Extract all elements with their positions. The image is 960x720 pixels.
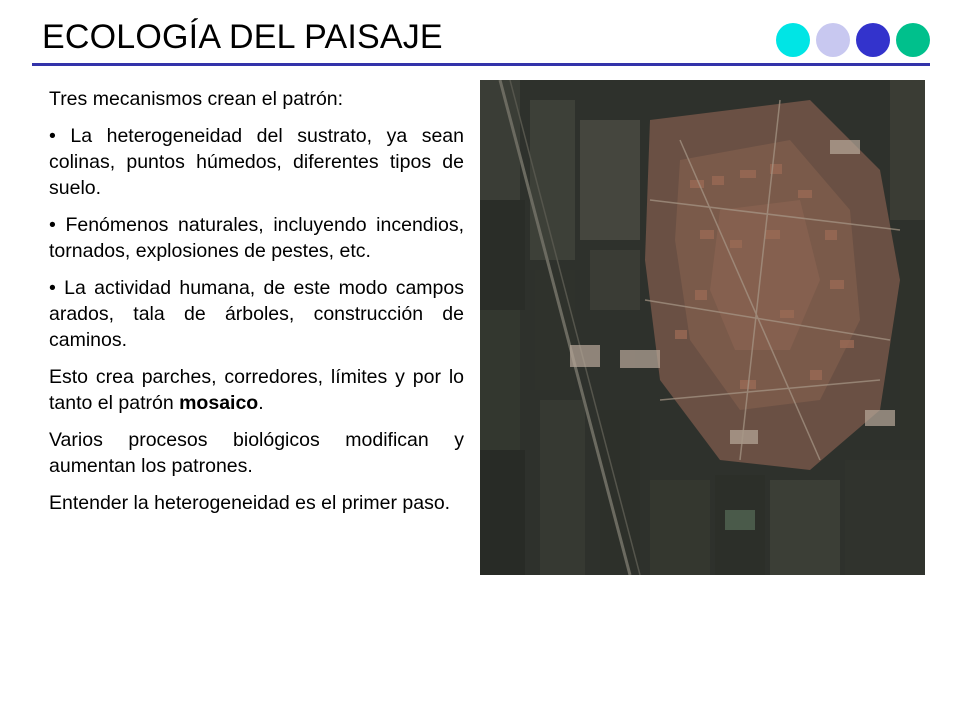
bullet-substrate: • La heterogeneidad del sustrato, ya sean colinas, puntos húmedos, diferentes tipos de suelo. [49,125,464,199]
aerial-photo-graphic [480,80,925,575]
paragraph-understanding: Entender la heterogeneidad es el primer paso. [49,492,451,514]
bullet-natural-phenomena: • Fenómenos naturales, incluyendo incendios, tornados, explosiones de pestes, etc. [49,214,464,262]
bullet-human-activity: • La actividad humana, de este modo campos arados, tala de árboles, construcción de caminos. [49,277,464,351]
conclusion-text [49,364,464,416]
conclusion-prefix: Esto crea parches, corredores, límites y por lo tanto el patrón [49,366,464,414]
aerial-photo [480,80,925,575]
dot-blue [856,23,890,57]
conclusion-bold-word: mosaico [179,392,259,414]
intro-text: Tres mecanismos crean el patrón: [49,88,344,110]
slide-body [49,86,464,527]
conclusion-suffix: . [258,392,264,414]
dot-green [896,23,930,57]
dot-cyan [776,23,810,57]
title-underline [32,63,930,66]
dot-lavender [816,23,850,57]
slide-title: ECOLOGÍA DEL PAISAJE [42,18,443,56]
paragraph-processes: Varios procesos biológicos modifican y aumentan los patrones. [49,429,464,477]
